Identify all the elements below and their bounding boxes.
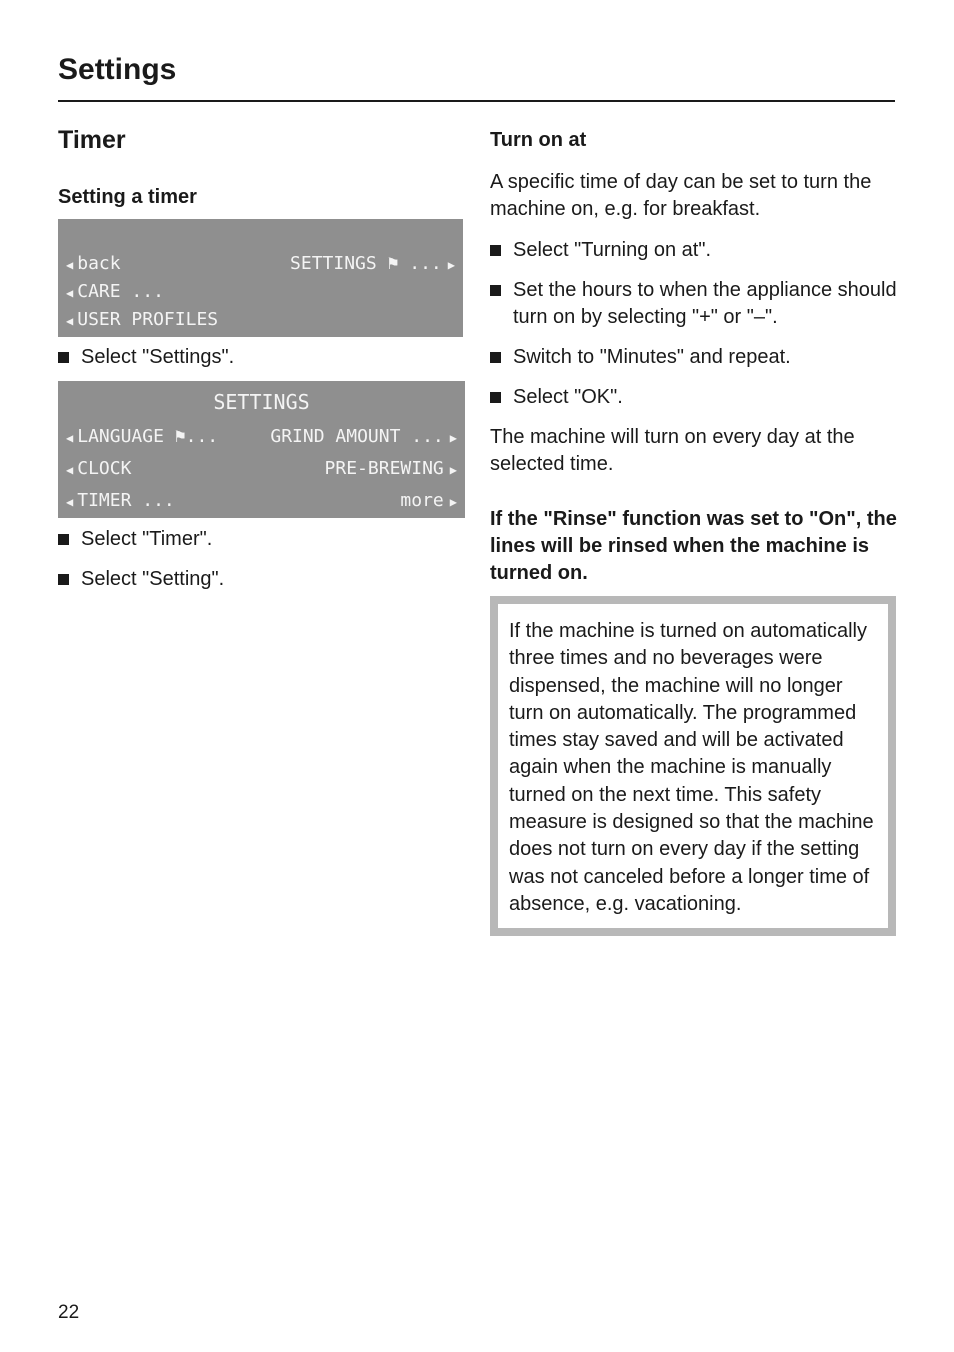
- display-main-menu: [58, 219, 463, 337]
- section-heading-timer: Timer: [58, 126, 126, 154]
- page-number: 22: [58, 1302, 80, 1323]
- title-divider: [58, 100, 895, 102]
- left-arrow-icon: ◀: [66, 285, 74, 300]
- display-care-item: ◀ CARE ...: [66, 280, 164, 302]
- left-arrow-icon: ◀: [66, 257, 74, 272]
- display-back-item: ◀ back: [66, 252, 121, 274]
- display-language-item: ◀ LANGUAGE ⚑...: [66, 425, 219, 447]
- display-row-1: [66, 249, 455, 277]
- display-row-2: [66, 277, 455, 305]
- step-select-settings: Select "Settings".: [58, 344, 468, 371]
- left-arrow-icon: ◀: [66, 494, 74, 509]
- left-arrow-icon: ◀: [66, 313, 74, 328]
- step-select-timer: Select "Timer".: [58, 526, 468, 553]
- display-row-3: [66, 484, 457, 516]
- note-box: [490, 596, 896, 936]
- display-user-profiles-item: ◀ USER PROFILES: [66, 308, 219, 330]
- note-text: If the machine is turned on automatically three times and no beverages were dispensed, the machine will no longer turn on automatically. The programmed times stay saved and will be activated again when the machine is manually turned on the next time. This safety measure is designed so that the machine does not turn on every day if the setting was not canceled before a longer time of absence, e.g. vacationing.: [509, 620, 874, 915]
- step-select-ok: Select "OK".: [490, 384, 900, 411]
- bullet-icon: [490, 352, 501, 363]
- right-arrow-icon: ▶: [449, 430, 457, 445]
- display-row-2: [66, 452, 457, 484]
- display-pre-brewing-item: PRE-BREWING ▶: [324, 457, 457, 479]
- flag-icon: ⚑: [387, 252, 399, 274]
- display-settings-title: SETTINGS: [213, 390, 310, 414]
- display-row-3: [66, 305, 455, 333]
- left-arrow-icon: ◀: [66, 462, 74, 477]
- bullet-icon: [490, 392, 501, 403]
- display-timer-item: ◀ TIMER ...: [66, 489, 175, 511]
- bullet-icon: [490, 285, 501, 296]
- display-settings-menu: [58, 381, 465, 518]
- left-arrow-icon: ◀: [66, 430, 74, 445]
- page-title: Settings: [58, 53, 177, 86]
- right-arrow-icon: ▶: [447, 257, 455, 272]
- left-column: [58, 120, 468, 593]
- display-more-item: more ▶: [400, 489, 457, 511]
- right-arrow-icon: ▶: [449, 494, 457, 509]
- display-row-1: [66, 420, 457, 452]
- step-select-setting: Select "Setting".: [58, 566, 468, 593]
- intro-paragraph: A specific time of day can be set to turn the machine on, e.g. for breakfast.: [490, 171, 872, 220]
- flag-icon: ⚑: [174, 425, 186, 447]
- subsection-heading-turn-on-at: Turn on at: [490, 129, 587, 151]
- step-turning-on-at: Select "Turning on at".: [490, 237, 900, 264]
- rinse-warning: If the "Rinse" function was set to "On", the lines will be rinsed when the machine is turned on.: [490, 508, 897, 584]
- display-settings-item: SETTINGS ⚑ ... ▶: [290, 252, 455, 274]
- bullet-icon: [490, 245, 501, 256]
- subsection-heading-setting-timer: Setting a timer: [58, 186, 197, 208]
- step-switch-minutes: Switch to "Minutes" and repeat.: [490, 344, 900, 371]
- right-arrow-icon: ▶: [449, 462, 457, 477]
- bullet-icon: [58, 352, 69, 363]
- bullet-icon: [58, 574, 69, 585]
- display-grind-amount-item: GRIND AMOUNT ... ▶: [270, 425, 457, 447]
- right-column: [490, 126, 900, 936]
- result-paragraph: The machine will turn on every day at the selected time.: [490, 426, 855, 475]
- bullet-icon: [58, 534, 69, 545]
- display-clock-item: ◀ CLOCK: [66, 457, 132, 479]
- step-set-hours: Set the hours to when the appliance should turn on by selecting "+" or "–".: [490, 277, 900, 331]
